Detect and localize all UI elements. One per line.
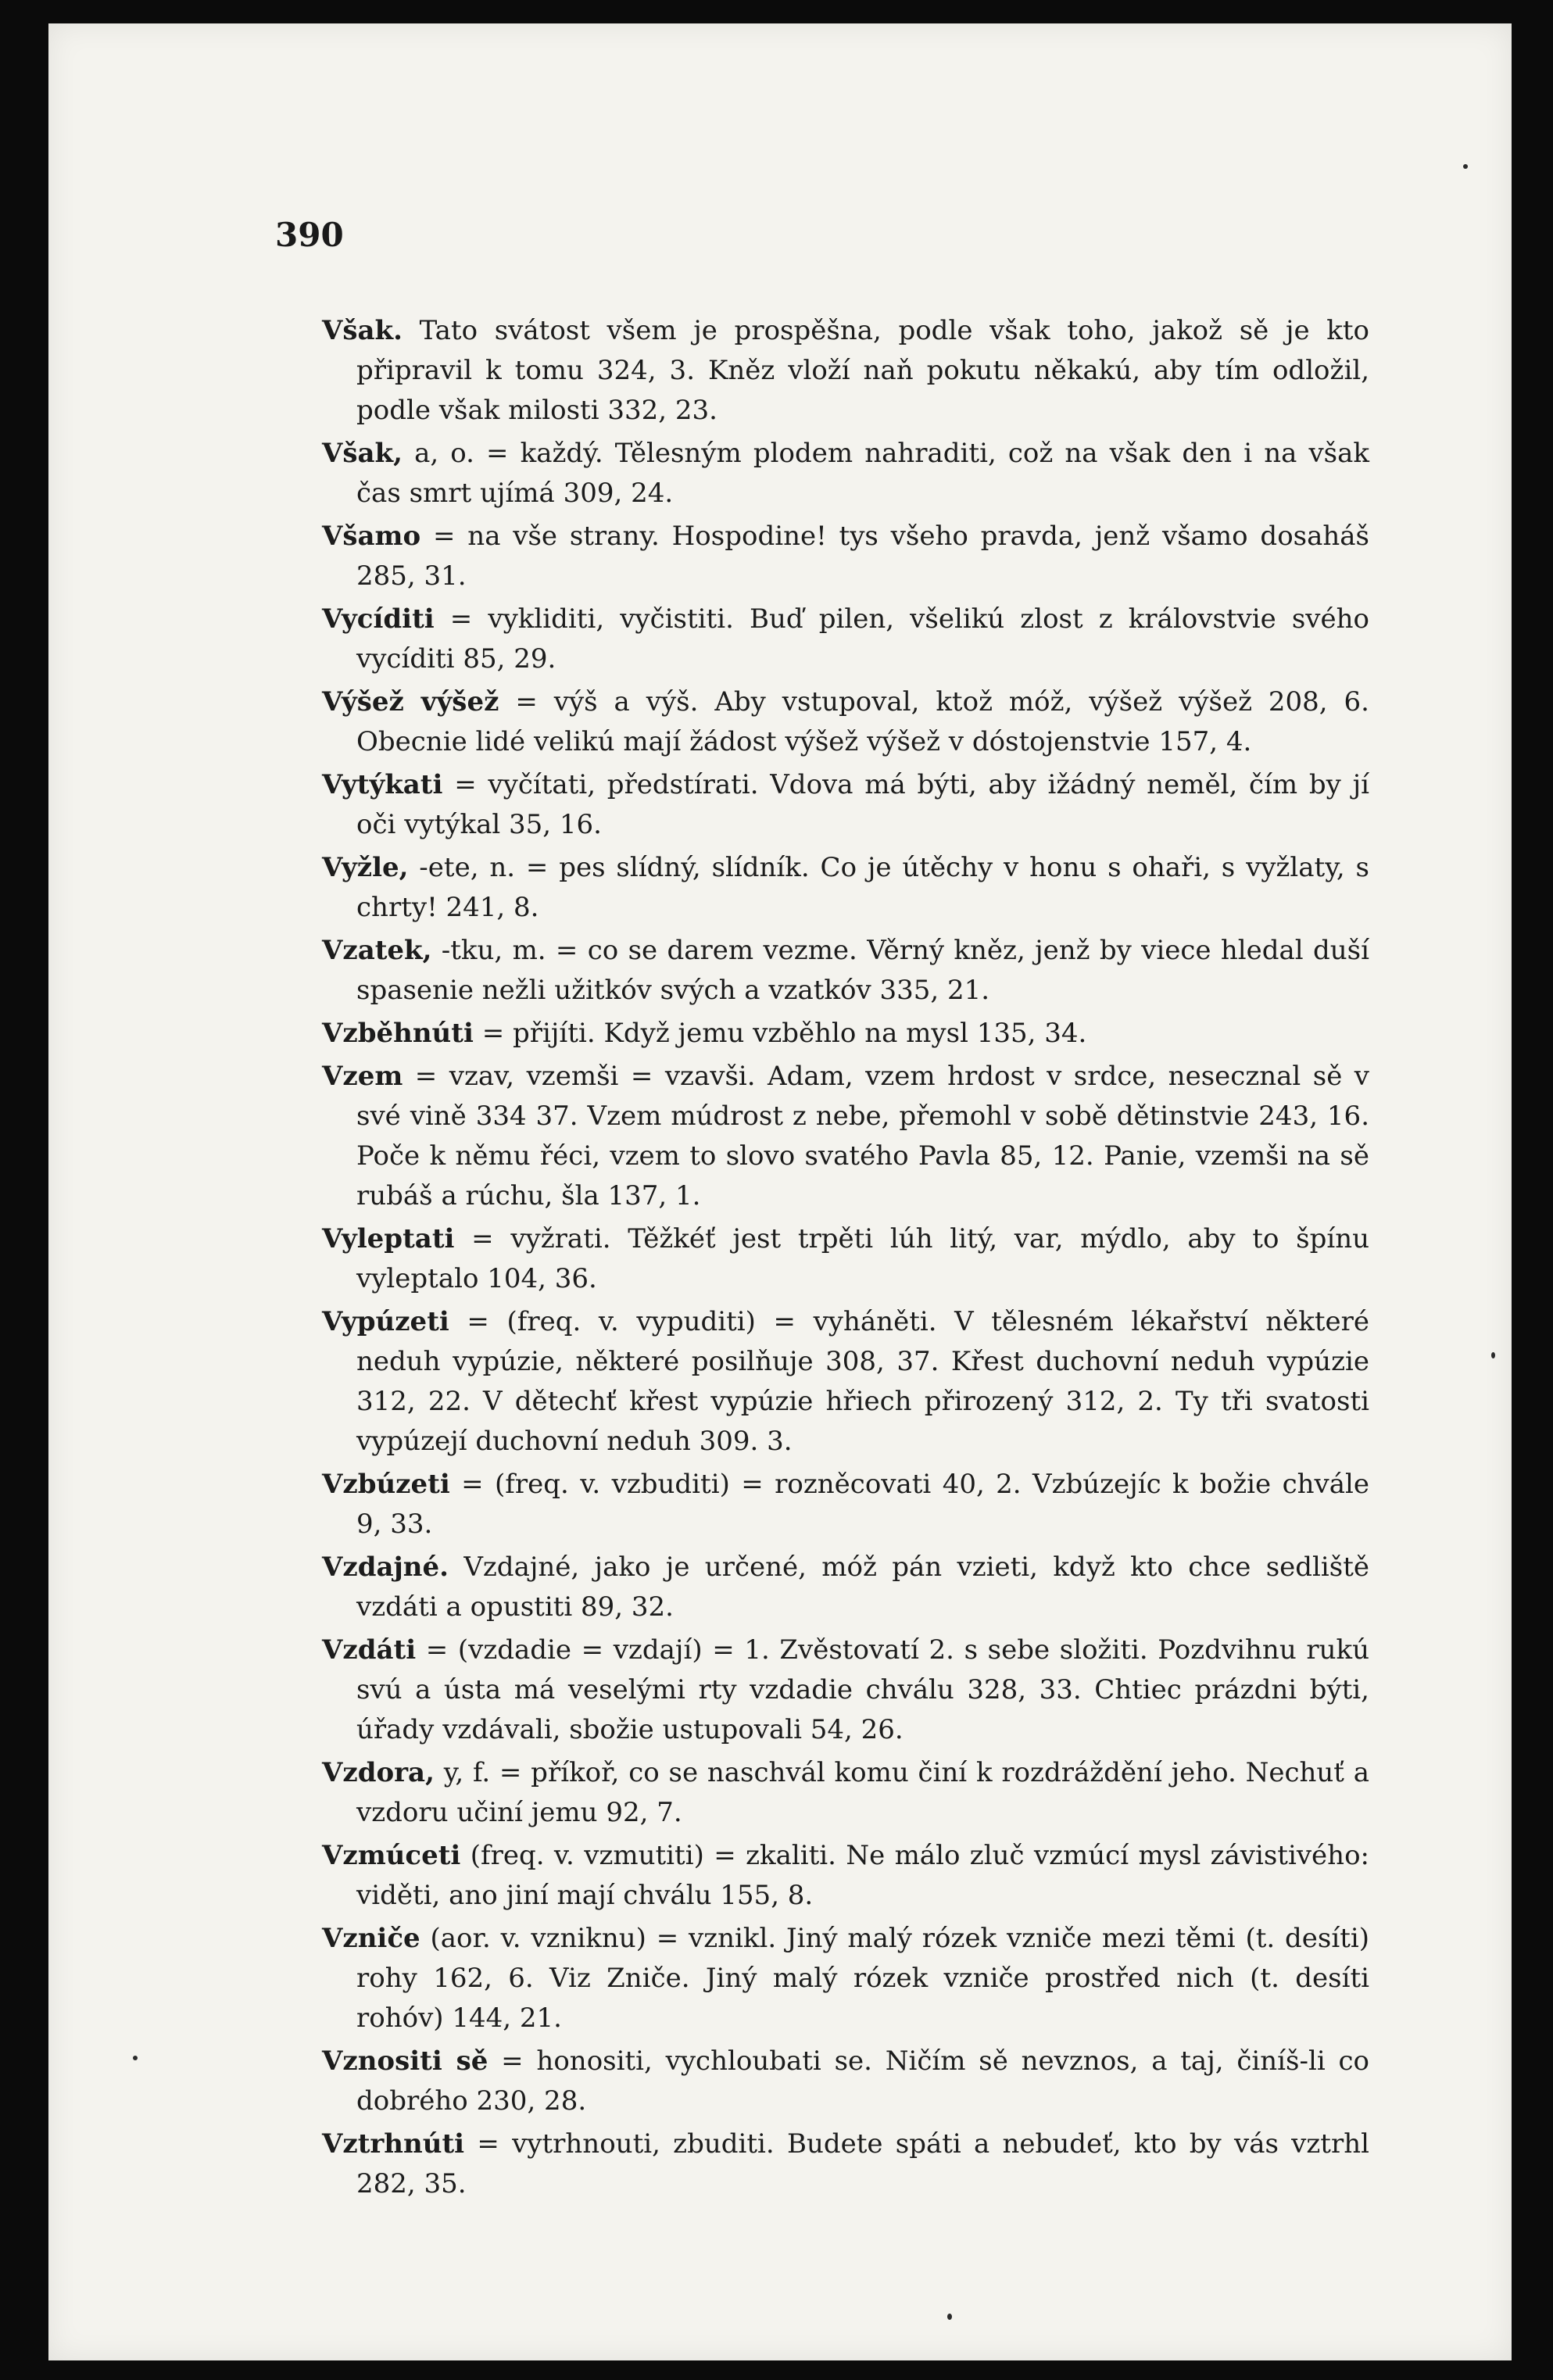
entry-text: = (freq. v. vypuditi) = vyháněti. V tělesném lékařství některé neduh vypúzie, některé posilňuje 308, 37. Křest duchovní neduh vypúzie 312, 22. V dětechť křest vypúzie hřiech přirozený 312, 2. Ty tři svatosti vypúzejí duchovní neduh 309. 3. <box>356 1306 1370 1457</box>
entry-text: = honositi, vychloubati se. Ničím sě nevznos, a taj, činíš-li co dobrého 230, 28. <box>356 2045 1370 2117</box>
entry-headword: Vyleptati <box>322 1223 455 1254</box>
dictionary-entry <box>322 1836 1369 1916</box>
entry-headword: Vznositi sě <box>322 2045 488 2077</box>
entry-text: a, o. = každý. Tělesným plodem nahraditi, což na však den i na však čas smrt ujímá 309, 24. <box>356 438 1369 509</box>
entry-text: -tku, m. = co se darem vezme. Věrný kněz, jenž by viece hledal duší spasenie nežli užitkóv svých a vzatkóv 335, 21. <box>356 935 1369 1006</box>
dictionary-entry <box>322 848 1369 928</box>
entry-text: = výš a výš. Aby vstupoval, ktož móž, výšež výšež 208, 6. Obecnie lidé velikú mají žádost výšež výšež v dóstojenstvie 157, 4. <box>356 686 1369 757</box>
entry-text: y, f. = příkoř, co se naschvál komu činí k rozdráždění jeho. Nechuť a vzdoru učiní jemu 92, 7. <box>356 1757 1370 1828</box>
entry-headword: Vzdora, <box>322 1757 435 1788</box>
entry-text: = vytrhnouti, zbuditi. Budete spáti a nebudeť, kto by vás vztrhl 282, 35. <box>356 2128 1369 2199</box>
entry-text: = (freq. v. vzbuditi) = rozněcovati 40, 2. Vzbúzejíc k božie chvále 9, 33. <box>356 1469 1369 1540</box>
entry-text: (aor. v. vzniknu) = vznikl. Jiný malý rózek vzniče mezi těmi (t. desíti) rohy 162, 6. Viz Zniče. Jiný malý rózek vzniče prostřed nich (t. desíti rohóv) 144, 21. <box>356 1923 1370 2034</box>
entry-headword: Vztrhnúti <box>322 2128 465 2160</box>
scan-speck <box>947 2314 952 2320</box>
entry-headword: Vzem <box>322 1061 403 1092</box>
entry-text: = přijíti. Když jemu vzběhlo na mysl 135, 34. <box>481 1018 1087 1049</box>
scan-speck <box>133 2056 138 2060</box>
dictionary-entry <box>322 682 1369 762</box>
dictionary-entry <box>322 1014 1369 1054</box>
dictionary-entry <box>322 1219 1369 1299</box>
entry-text: Vzdajné, jako je určené, móž pán vzieti, když kto chce sedliště vzdáti a opustiti 89, 32. <box>356 1551 1370 1623</box>
scan-speck <box>1491 1352 1495 1358</box>
entry-text: = vzav, vzemši = vzavši. Adam, vzem hrdost v srdce, nesecznal sě v své vině 334 37. Vzem múdrost z nebe, přemohl v sobě dětinstvie 243, 16. Poče k němu řéci, vzem to slovo svatého Pavla 85, 12. Panie, vzemši na sě rubáš a rúchu, šla 137, 1. <box>356 1061 1369 1211</box>
entry-headword: Vypúzeti <box>322 1306 449 1337</box>
entry-text: (freq. v. vzmutiti) = zkaliti. Ne málo zluč vzmúcí mysl závistivého: viděti, ano jiní mají chválu 155, 8. <box>356 1840 1369 1911</box>
dictionary-entry <box>322 2124 1369 2204</box>
entry-headword: Vzběhnúti <box>322 1018 474 1049</box>
entry-headword: Vycíditi <box>322 603 435 635</box>
entry-text: = vykliditi, vyčistiti. Buď pilen, všelikú zlost z královstvie svého vycíditi 85, 29. <box>356 603 1369 675</box>
entry-headword: Však. <box>322 315 403 346</box>
dictionary-entry <box>322 1753 1369 1833</box>
entry-text: -ete, n. = pes slídný, slídník. Co je útěchy v honu s ohaři, s vyžlaty, s chrty! 241, 8. <box>356 852 1369 923</box>
entry-headword: Vzdajné. <box>322 1551 449 1583</box>
dictionary-entry <box>322 1919 1369 2038</box>
dictionary-entry <box>322 1057 1369 1216</box>
dictionary-entry <box>322 1465 1369 1544</box>
entry-headword: Vytýkati <box>322 769 443 800</box>
entry-headword: Výšež výšež <box>322 686 499 718</box>
entry-text: = vyžrati. Těžkéť jest trpěti lúh litý, var, mýdlo, aby to špínu vyleptalo 104, 36. <box>356 1223 1369 1294</box>
entry-text: Tato svátost všem je prospěšna, podle však toho, jakož sě je kto připravil k tomu 324, 3. Kněz vloží naň pokutu někakú, aby tím odložil, podle však milosti 332, 23. <box>356 315 1369 426</box>
entry-headword: Všamo <box>322 521 421 552</box>
dictionary-entry <box>322 434 1369 514</box>
entry-text: = vyčítati, předstírati. Vdova má býti, aby ižádný neměl, čím by jí oči vytýkal 35, 16. <box>356 769 1369 840</box>
entry-headword: Vyžle, <box>322 852 409 883</box>
dictionary-entry <box>322 311 1369 431</box>
entry-headword: Vzniče <box>322 1923 420 1954</box>
entry-headword: Vzatek, <box>322 935 432 966</box>
entry-headword: Vzbúzeti <box>322 1469 450 1500</box>
dictionary-entry <box>322 517 1369 596</box>
dictionary-entry <box>322 765 1369 845</box>
page-number: 390 <box>275 216 344 254</box>
entry-headword: Vzdáti <box>322 1634 417 1666</box>
dictionary-entry <box>322 931 1369 1011</box>
entry-headword: Však, <box>322 438 403 469</box>
dictionary-entry <box>322 1548 1369 1627</box>
entry-text: = na vše strany. Hospodine! tys všeho pravda, jenž všamo dosaháš 285, 31. <box>356 521 1369 592</box>
dictionary-entry <box>322 1630 1369 1750</box>
dictionary-entries <box>322 311 1369 2207</box>
book-page <box>48 23 1512 2360</box>
scan-speck <box>1463 164 1468 169</box>
dictionary-entry <box>322 2042 1369 2121</box>
entry-text: = (vzdadie = vzdají) = 1. Zvěstovatí 2. s sebe složiti. Pozdvihnu rukú svú a ústa má veselými rty vzdadie chválu 328, 33. Chtiec prázdni býti, úřady vzdávali, sbožie ustupovali 54, 26. <box>356 1634 1369 1745</box>
dictionary-entry <box>322 1302 1369 1462</box>
dictionary-entry <box>322 599 1369 679</box>
entry-headword: Vzmúceti <box>322 1840 461 1871</box>
